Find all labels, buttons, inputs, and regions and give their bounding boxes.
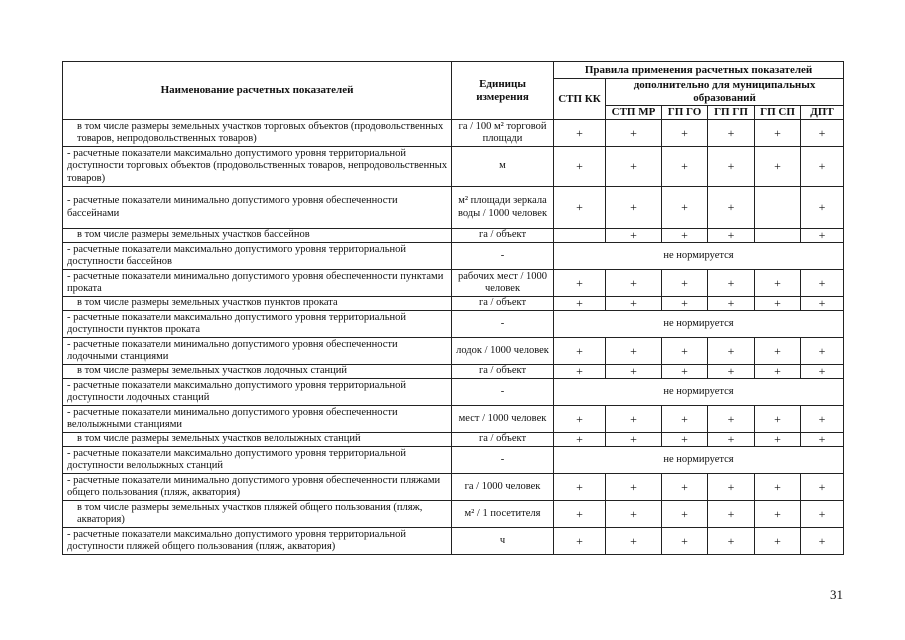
row-mark: + <box>755 528 801 555</box>
table-row <box>63 433 844 447</box>
row-mark: + <box>606 474 662 501</box>
row-mark: + <box>606 270 662 297</box>
row-mark: + <box>708 147 755 187</box>
row-name: - расчетные показатели максимально допустимого уровня территориальной доступности бассейнов <box>63 243 452 270</box>
row-mark: + <box>755 501 801 528</box>
row-mark: + <box>801 147 844 187</box>
row-mark: + <box>554 147 606 187</box>
row-unit: га / объект <box>452 229 554 243</box>
table-row <box>63 243 844 270</box>
header-name: Наименование расчетных показателей <box>63 62 452 120</box>
row-mark: + <box>708 120 755 147</box>
table-row <box>63 474 844 501</box>
row-mark: + <box>801 528 844 555</box>
row-unit: лодок / 1000 человек <box>452 338 554 365</box>
row-mark: + <box>554 528 606 555</box>
table-row <box>63 501 844 528</box>
row-mark: + <box>662 528 708 555</box>
row-unit: - <box>452 447 554 474</box>
row-mark: + <box>801 474 844 501</box>
row-mark: + <box>755 365 801 379</box>
row-name: - расчетные показатели минимально допустимого уровня обеспеченности лодочными станциями <box>63 338 452 365</box>
table-row <box>63 311 844 338</box>
row-mark: + <box>554 433 606 447</box>
row-mark: + <box>554 120 606 147</box>
row-not-normed: не нормируется <box>554 311 844 338</box>
row-mark <box>554 229 606 243</box>
row-mark: + <box>801 433 844 447</box>
row-name: в том числе размеры земельных участков пляжей общего пользования (пляж, акватория) <box>63 501 452 528</box>
row-mark: + <box>708 338 755 365</box>
row-mark: + <box>708 270 755 297</box>
row-mark: + <box>708 187 755 229</box>
row-mark: + <box>554 297 606 311</box>
row-mark: + <box>801 270 844 297</box>
row-mark: + <box>801 297 844 311</box>
table-row <box>63 270 844 297</box>
row-mark: + <box>662 229 708 243</box>
row-name: - расчетные показатели минимально допустимого уровня обеспеченности бассейнами <box>63 187 452 229</box>
row-mark: + <box>755 474 801 501</box>
row-mark: + <box>708 474 755 501</box>
table-row <box>63 528 844 555</box>
header-col-gp-go: ГП ГО <box>662 106 708 120</box>
row-unit: ч <box>452 528 554 555</box>
header-col-stp-mr: СТП МР <box>606 106 662 120</box>
row-mark: + <box>801 501 844 528</box>
row-mark: + <box>662 501 708 528</box>
row-mark: + <box>554 474 606 501</box>
norms-table <box>62 61 844 555</box>
row-mark: + <box>801 365 844 379</box>
row-mark: + <box>801 406 844 433</box>
row-mark: + <box>606 406 662 433</box>
row-mark: + <box>606 433 662 447</box>
row-mark: + <box>755 338 801 365</box>
row-unit: га / объект <box>452 297 554 311</box>
row-mark: + <box>662 187 708 229</box>
row-unit: га / объект <box>452 433 554 447</box>
row-mark: + <box>755 433 801 447</box>
row-mark: + <box>708 406 755 433</box>
header-col-gp-sp: ГП СП <box>755 106 801 120</box>
row-mark: + <box>606 297 662 311</box>
row-unit: - <box>452 243 554 270</box>
row-unit: - <box>452 311 554 338</box>
row-mark: + <box>662 270 708 297</box>
table-row <box>63 447 844 474</box>
row-unit: га / объект <box>452 365 554 379</box>
row-mark: + <box>662 365 708 379</box>
row-mark: + <box>606 147 662 187</box>
row-mark: + <box>554 406 606 433</box>
row-mark: + <box>554 270 606 297</box>
row-mark: + <box>606 187 662 229</box>
row-mark: + <box>662 338 708 365</box>
row-mark: + <box>554 187 606 229</box>
row-name: - расчетные показатели максимально допустимого уровня территориальной доступности велолыжных станций <box>63 447 452 474</box>
row-mark: + <box>662 147 708 187</box>
row-mark: + <box>554 338 606 365</box>
row-mark: + <box>755 120 801 147</box>
row-unit: м² / 1 посетителя <box>452 501 554 528</box>
row-mark <box>755 229 801 243</box>
table-row <box>63 379 844 406</box>
row-name: в том числе размеры земельных участков бассейнов <box>63 229 452 243</box>
row-mark: + <box>755 147 801 187</box>
row-name: в том числе размеры земельных участков лодочных станций <box>63 365 452 379</box>
row-name: - расчетные показатели максимально допустимого уровня территориальной доступности пунктов проката <box>63 311 452 338</box>
row-mark: + <box>801 120 844 147</box>
row-name: в том числе размеры земельных участков велолыжных станций <box>63 433 452 447</box>
row-name: - расчетные показатели максимально допустимого уровня территориальной доступности пляжей общего пользования (пляж, акватория) <box>63 528 452 555</box>
row-mark: + <box>606 120 662 147</box>
row-name: - расчетные показатели минимально допустимого уровня обеспеченности пляжами общего пользования (пляж, акватория) <box>63 474 452 501</box>
row-name: - расчетные показатели минимально допустимого уровня обеспеченности велолыжными станциями <box>63 406 452 433</box>
row-unit: м² площади зеркала воды / 1000 человек <box>452 187 554 229</box>
table-row <box>63 406 844 433</box>
row-mark: + <box>606 528 662 555</box>
table-row <box>63 229 844 243</box>
row-not-normed: не нормируется <box>554 379 844 406</box>
header-additional-group: дополнительно для муниципальных образований <box>606 79 844 106</box>
row-mark: + <box>755 270 801 297</box>
row-unit: рабочих мест / 1000 человек <box>452 270 554 297</box>
row-unit: м <box>452 147 554 187</box>
row-mark: + <box>606 501 662 528</box>
row-mark: + <box>662 406 708 433</box>
row-mark: + <box>554 365 606 379</box>
row-unit: мест / 1000 человек <box>452 406 554 433</box>
row-mark: + <box>708 528 755 555</box>
row-mark: + <box>755 297 801 311</box>
row-name: в том числе размеры земельных участков пунктов проката <box>63 297 452 311</box>
row-name: - расчетные показатели максимально допустимого уровня территориальной доступности торговых объектов (продовольственных товаров, непродовольственных товаров) <box>63 147 452 187</box>
table-row <box>63 147 844 187</box>
header-col-gp-gp: ГП ГП <box>708 106 755 120</box>
row-mark: + <box>606 365 662 379</box>
row-unit: га / 100 м² торговой площади <box>452 120 554 147</box>
table-row <box>63 297 844 311</box>
header-units: Единицы измерения <box>452 62 554 120</box>
table-row <box>63 338 844 365</box>
row-not-normed: не нормируется <box>554 243 844 270</box>
header-col-stp-kk: СТП КК <box>554 79 606 120</box>
row-unit: - <box>452 379 554 406</box>
table-row <box>63 187 844 229</box>
row-mark: + <box>662 474 708 501</box>
row-mark: + <box>708 433 755 447</box>
row-mark: + <box>801 229 844 243</box>
row-not-normed: не нормируется <box>554 447 844 474</box>
row-mark: + <box>801 187 844 229</box>
row-unit: га / 1000 человек <box>452 474 554 501</box>
row-mark: + <box>708 229 755 243</box>
row-name: в том числе размеры земельных участков торговых объектов (продовольственных товаров, непродовольственных товаров) <box>63 120 452 147</box>
row-mark: + <box>708 365 755 379</box>
row-mark: + <box>708 297 755 311</box>
header-col-dpt: ДПТ <box>801 106 844 120</box>
row-mark: + <box>708 501 755 528</box>
row-mark: + <box>606 338 662 365</box>
page-number: 31 <box>830 587 843 602</box>
row-mark: + <box>801 338 844 365</box>
table-row <box>63 365 844 379</box>
row-mark: + <box>606 229 662 243</box>
header-rules-group: Правила применения расчетных показателей <box>554 62 844 79</box>
row-mark: + <box>554 501 606 528</box>
row-name: - расчетные показатели максимально допустимого уровня территориальной доступности лодочных станций <box>63 379 452 406</box>
row-mark: + <box>662 297 708 311</box>
row-mark <box>755 187 801 229</box>
row-mark: + <box>662 433 708 447</box>
row-mark: + <box>662 120 708 147</box>
row-name: - расчетные показатели минимально допустимого уровня обеспеченности пунктами проката <box>63 270 452 297</box>
row-mark: + <box>755 406 801 433</box>
table-row <box>63 120 844 147</box>
table-body <box>63 120 844 555</box>
